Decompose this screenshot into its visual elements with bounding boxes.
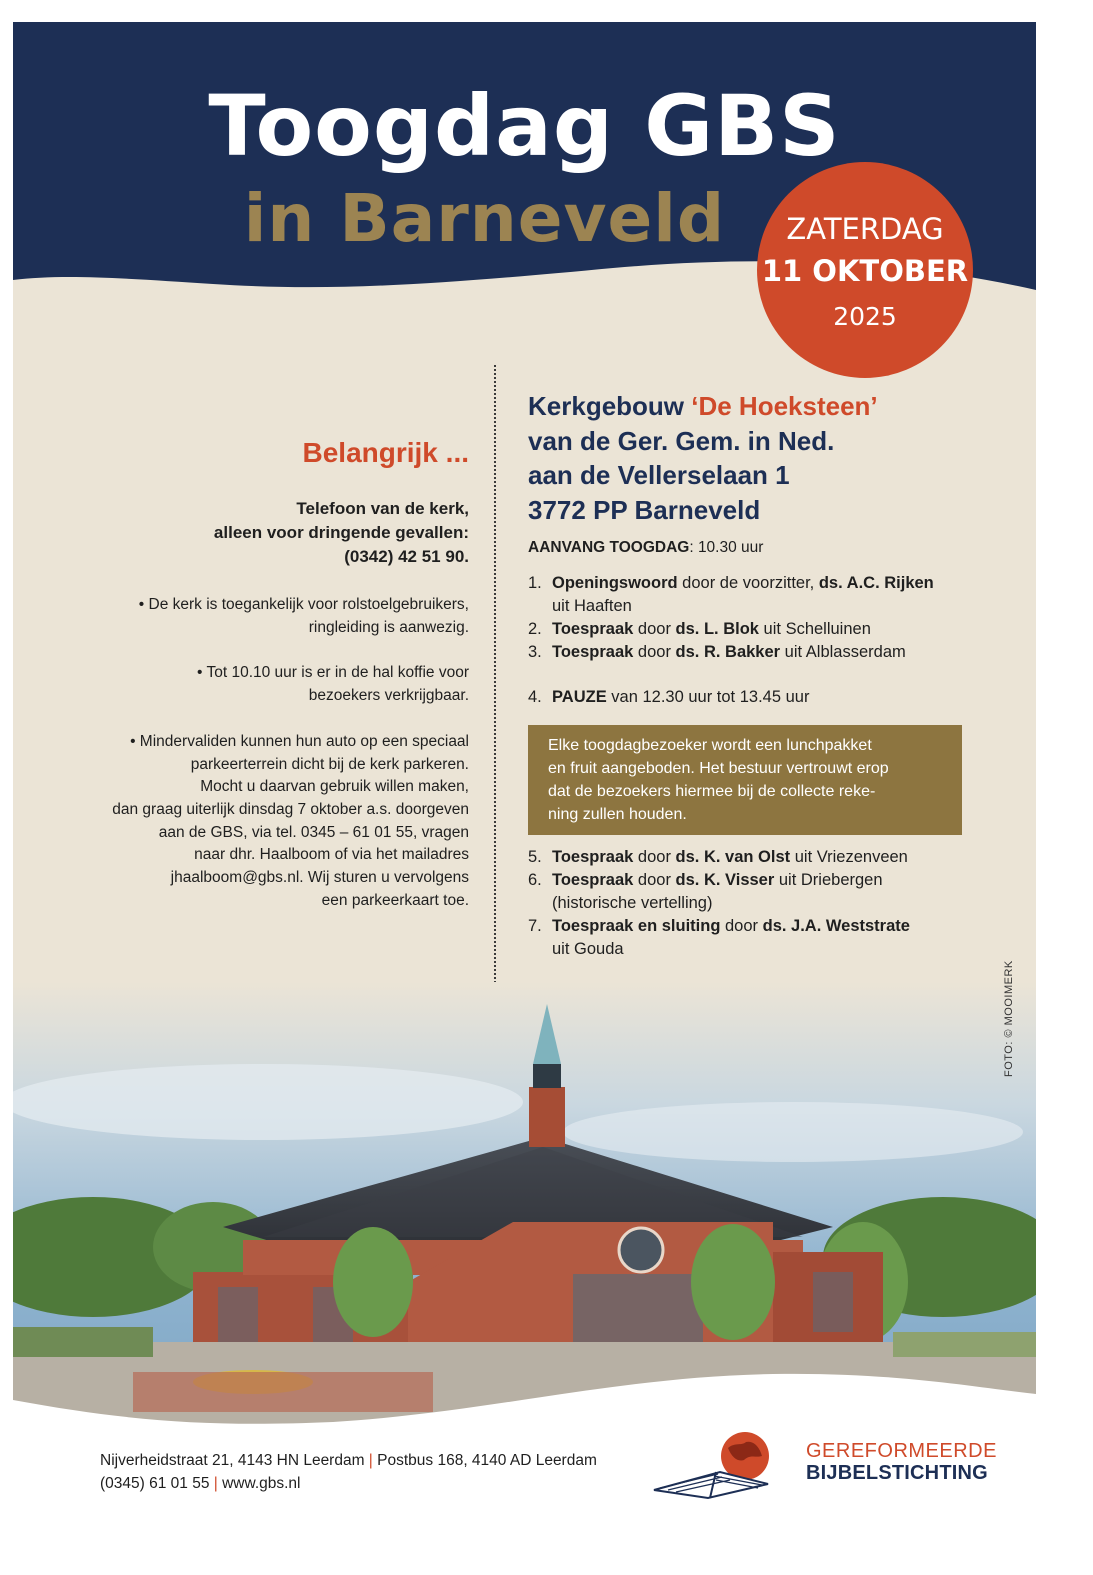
venue-name: ‘De Hoeksteen’	[691, 391, 878, 421]
item-place: uit Alblasserdam	[780, 643, 906, 661]
phone-line: Telefoon van de kerk,	[296, 499, 469, 518]
program-pause	[528, 686, 998, 709]
note-line: een parkeerkaart toe.	[321, 891, 469, 909]
item-title: Toespraak en sluiting	[552, 917, 721, 935]
item-speaker: ds. A.C. Rijken	[818, 574, 934, 592]
note-coffee	[73, 662, 469, 707]
footer-address	[100, 1449, 597, 1495]
venue-line-4: 3772 PP Barneveld	[528, 494, 761, 525]
item-number: 3.	[528, 643, 542, 661]
dotted-divider	[494, 365, 496, 1015]
program-list-part1	[528, 572, 998, 664]
item-title: Toespraak	[552, 643, 634, 661]
item-continuation: uit Gouda	[552, 940, 624, 958]
postbus-address: Postbus 168, 4140 AD Leerdam	[377, 1452, 597, 1469]
logo-line-2: BIJBELSTICHTING	[806, 1462, 988, 1484]
item-text: door	[633, 620, 676, 638]
note-line: parkeerterrein dicht bij de kerk parkeren.	[190, 755, 469, 773]
item-title: PAUZE	[552, 688, 607, 706]
item-number: 7.	[528, 917, 542, 935]
program-list-part2	[528, 846, 998, 961]
bible-globe-icon	[650, 1428, 800, 1500]
street-address: Nijverheidstraat 21, 4143 HN Leerdam	[100, 1452, 365, 1469]
item-place: uit Schelluinen	[758, 620, 871, 638]
item-place: uit Vriezenveen	[790, 848, 908, 866]
note-line: ringleiding is aanwezig.	[308, 618, 469, 636]
note-line: • Tot 10.10 uur is er in de hal koffie voor	[197, 664, 469, 682]
item-number: 5.	[528, 848, 542, 866]
venue-block	[528, 389, 1008, 527]
program-item	[528, 618, 998, 641]
item-title: Toespraak	[552, 871, 634, 889]
item-title: Toespraak	[552, 620, 634, 638]
item-place: uit Driebergen	[774, 871, 883, 889]
item-continuation: uit Haaften	[552, 597, 632, 615]
program-item	[528, 846, 998, 869]
item-speaker: ds. K. van Olst	[675, 848, 791, 866]
start-value: : 10.30 uur	[689, 539, 764, 556]
item-title: Toespraak	[552, 848, 634, 866]
item-speaker: ds. J.A. Weststrate	[762, 917, 910, 935]
separator: |	[209, 1475, 223, 1492]
page-subtitle: in Barneveld	[243, 180, 726, 257]
phone-line: alleen voor dringende gevallen:	[213, 523, 469, 542]
note-line: Mocht u daarvan gebruik willen maken,	[200, 778, 469, 796]
phone-number: (0342) 42 51 90.	[344, 547, 469, 566]
venue-line-1	[528, 389, 1008, 424]
program-item	[528, 915, 998, 961]
note-line: naar dhr. Haalboom of via het mailadres	[194, 846, 469, 864]
lunch-line: dat de bezoekers hiermee bij de collecte reke-	[548, 783, 876, 800]
item-title: Openingswoord	[552, 574, 678, 592]
date-year: 2025	[833, 302, 897, 331]
venue-line-3: aan de Vellerselaan 1	[528, 460, 790, 490]
contact-line	[100, 1472, 597, 1495]
date-badge	[757, 162, 973, 378]
item-continuation: (historische vertelling)	[552, 894, 713, 912]
photo-credit: FOTO: © MOOIMERK	[1003, 960, 1015, 1077]
venue-prefix: Kerkgebouw	[528, 391, 692, 421]
date-weekday: ZATERDAG	[786, 212, 944, 246]
item-text: door	[633, 643, 676, 661]
note-line: bezoekers verkrijgbaar.	[308, 687, 469, 705]
note-parking	[73, 731, 469, 913]
item-text: door	[720, 917, 763, 935]
item-number: 4.	[528, 688, 542, 706]
note-line: dan graag uiterlijk dinsdag 7 oktober a.s. doorgeven	[112, 800, 469, 818]
program-item	[528, 869, 998, 915]
logo-line-1: GEREFORMEERDE	[806, 1440, 997, 1462]
lunch-notice	[528, 725, 962, 835]
note-line: jhaalboom@gbs.nl. Wij sturen u vervolgens	[170, 869, 469, 887]
program-item	[528, 572, 998, 618]
item-text: van 12.30 uur tot 13.45 uur	[606, 688, 810, 706]
lunch-line: en fruit aangeboden. Het bestuur vertrouwt erop	[548, 760, 889, 777]
note-line: • Mindervaliden kunnen hun auto op een speciaal	[130, 732, 469, 750]
footer-phone: (0345) 61 01 55	[100, 1475, 210, 1492]
item-text: door	[633, 848, 676, 866]
separator: |	[364, 1452, 378, 1469]
lunch-line: Elke toogdagbezoeker wordt een lunchpakket	[548, 737, 872, 754]
item-speaker: ds. R. Bakker	[675, 643, 781, 661]
note-line: • De kerk is toegankelijk voor rolstoelgebruikers,	[138, 596, 469, 613]
logo-wordmark	[806, 1440, 997, 1484]
item-speaker: ds. K. Visser	[675, 871, 775, 889]
important-heading: Belangrijk ...	[302, 437, 469, 468]
venue-line-2: van de Ger. Gem. in Ned.	[528, 425, 835, 456]
poster	[13, 22, 1036, 1427]
item-text: door	[633, 871, 676, 889]
church-phone-block	[73, 497, 469, 569]
item-speaker: ds. L. Blok	[675, 620, 759, 638]
item-number: 2.	[528, 620, 542, 638]
address-line	[100, 1449, 597, 1472]
lunch-line: ning zullen houden.	[548, 806, 687, 823]
item-number: 6.	[528, 871, 542, 889]
program-item	[528, 686, 998, 709]
start-time	[528, 539, 763, 557]
important-notes	[73, 594, 469, 935]
program-item	[528, 641, 998, 664]
website-link[interactable]: www.gbs.nl	[222, 1475, 301, 1492]
page-title: Toogdag GBS	[208, 77, 841, 175]
church-photo	[13, 982, 1036, 1427]
item-text: door de voorzitter,	[677, 574, 819, 592]
note-line: aan de GBS, via tel. 0345 – 61 01 55, vragen	[158, 823, 469, 841]
date-day-month: 11 OKTOBER	[761, 254, 969, 288]
item-number: 1.	[528, 574, 542, 592]
start-label: AANVANG TOOGDAG	[528, 539, 690, 556]
note-wheelchair	[73, 594, 469, 639]
